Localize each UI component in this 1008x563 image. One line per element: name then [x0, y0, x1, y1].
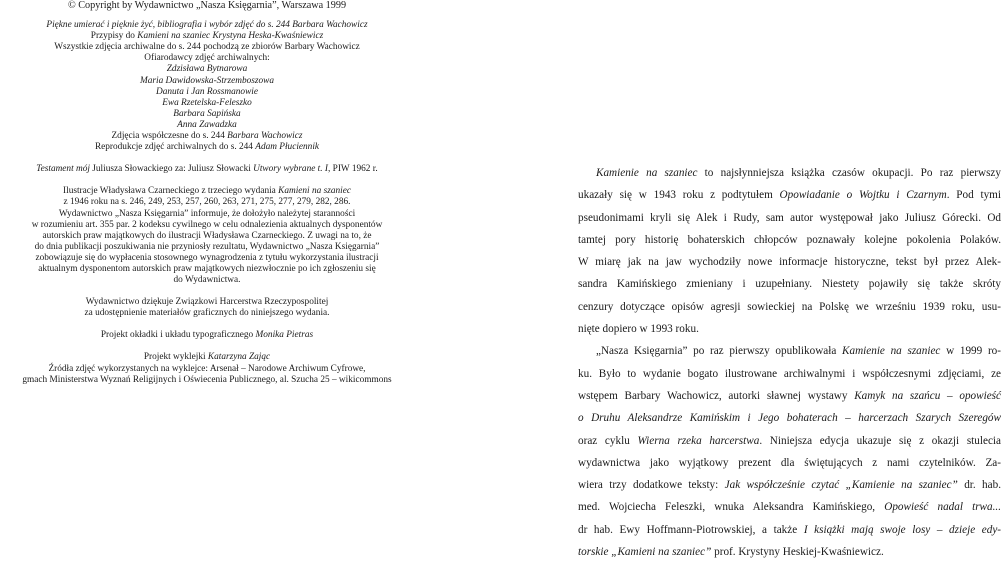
- text-line: [578, 162, 1001, 184]
- text-line: [2, 53, 412, 64]
- text-line: [578, 207, 1001, 229]
- italic-text: Katarzyna Zając: [207, 352, 271, 363]
- text-line: [2, 220, 412, 231]
- text-segment: W miarę jak na jaw wychodziły nowe informacje historyczne, tekst był przez Alek-: [578, 256, 1001, 269]
- endpaper-credit: [2, 352, 412, 385]
- italic-text: Kamyk na szańcu – opowieść: [854, 389, 1001, 402]
- copyright-line: © Copyright by Wydawnictwo „Nasza Księgarnia”, Warszawa 1999: [67, 0, 347, 11]
- text-segment: , PIW 1962 r.: [328, 164, 378, 175]
- italic-text: Barbara Wachowicz: [227, 131, 303, 142]
- text-segment: Projekt okładki i układu typograficznego: [100, 330, 256, 341]
- text-line: [2, 98, 412, 109]
- text-line: [2, 375, 412, 386]
- text-line: [578, 184, 1001, 206]
- text-line: [2, 109, 412, 120]
- text-segment: nięte dopiero w 1993 roku.: [578, 323, 699, 336]
- text-segment: dr. hab.: [957, 479, 1002, 492]
- text-line: [578, 229, 1001, 251]
- text-line: [2, 197, 412, 208]
- text-segment: aktualnym dysponentom autorskich praw majątkowych niezwłocznie po ich zgłoszeniu się: [38, 263, 376, 274]
- text-segment: Ilustracje Władysława Czarneckiego z trzeciego wydania: [63, 186, 279, 197]
- text-line: [578, 496, 1001, 518]
- italic-text: Adam Płuciennik: [255, 142, 320, 153]
- text-line: [2, 242, 412, 253]
- text-line: [578, 273, 1001, 295]
- text-segment: wydawnictwa jako wyjątkowy prezent dla świętujących z nami czytelników. Za-: [578, 456, 1001, 469]
- italic-text: Barbara Sapińska: [173, 108, 241, 119]
- text-segment: oraz cyklu: [578, 434, 638, 447]
- testament-note: [2, 164, 412, 175]
- text-segment: Wydawnictwo dziękuje Związkowi Harcerstwa Rzeczypospolitej: [85, 297, 329, 308]
- text-segment: gmach Ministerstwa Wyznań Religijnych i Oświecenia Publicznego, al. Szucha 25 – wikicommons: [22, 374, 392, 385]
- text-segment: za udostępnienie materiałów graficznych do niniejszego wydania.: [84, 308, 330, 319]
- text-segment: prof. Krystyny Heskiej-Kwaśniewicz.: [711, 546, 884, 559]
- italic-text: Kamieni na szaniec: [278, 186, 351, 197]
- text-segment: do Wydawnictwa.: [173, 275, 241, 286]
- text-line: [578, 519, 1001, 541]
- text-segment: tamtej pory historię bohaterskich chłopców poznawały kolejne pokolenia Polaków.: [578, 233, 1001, 246]
- text-segment: Projekt wyklejki: [143, 352, 208, 363]
- text-segment: Źródła zdjęć wykorzystanych na wyklejce: Arsenał – Narodowe Archiwum Cyfrowe,: [48, 363, 366, 374]
- text-line: [2, 264, 412, 275]
- paragraph: [578, 340, 1001, 563]
- text-segment: w rozumieniu art. 355 par. 2 kodeksu cywilnego w celu odnalezienia aktualnych dysponentów: [31, 219, 383, 230]
- text-line: [2, 142, 412, 153]
- text-segment: Zdjęcia współczesne do s. 244: [111, 131, 228, 142]
- text-line: [2, 253, 412, 264]
- text-segment: . Niniejsza edycja ukazuje się z okazji stulecia: [759, 434, 1001, 447]
- text-segment: Wszystkie zdjęcia archiwalne do s. 244 pochodzą ze zbiorów Barbary Wachowicz: [54, 42, 360, 53]
- text-line: [578, 296, 1001, 318]
- italic-text: Barbara Wachowicz: [292, 20, 368, 31]
- cover-credit: [2, 330, 412, 341]
- text-line: [578, 474, 1001, 496]
- imprint-page: [2, 0, 412, 386]
- text-line: [578, 251, 1001, 273]
- italic-text: Krystyna Heska-Kwaśniewicz: [212, 31, 324, 42]
- text-segment: Wydawnictwo „Nasza Księgarnia” informuje, że dołożyło należytej staranności: [58, 208, 356, 219]
- text-line: [2, 42, 412, 53]
- illustrations-note: [2, 186, 412, 286]
- text-line: [578, 385, 1001, 407]
- text-segment: Przypisy do: [90, 31, 138, 42]
- italic-text: Opowieść nadal trwa...: [884, 501, 1001, 514]
- text-segment: wiera trzy dodatkowe teksty:: [578, 479, 725, 492]
- italic-text: Ewa Rzetelska-Feleszko: [162, 97, 252, 108]
- text-segment: do dnia publikacji poszukiwania nie przyniosły rezultatu, Wydawnictwo „Nasza Księgarnia”: [34, 241, 380, 252]
- text-line: [578, 452, 1001, 474]
- italic-text: torskie „Kamieni na szaniec”: [578, 546, 712, 559]
- thanks-note: [2, 297, 412, 319]
- text-segment: cenzury dotyczące opisów agresji sowieckiej na Polskę we wrześniu 1939 roku, usu-: [578, 300, 1001, 313]
- text-line: [578, 318, 1001, 340]
- text-segment: Reprodukcje zdjęć archiwalnych do s. 244: [94, 142, 256, 153]
- text-line: [2, 231, 412, 242]
- text-line: [578, 363, 1001, 385]
- text-segment: med. Wojciecha Feleszki, wnuka Aleksandra Kamińskiego,: [578, 501, 885, 514]
- italic-text: Utwory wybrane t. I: [253, 164, 329, 175]
- text-segment: zobowiązuje się do wypłacenia stosownego wynagrodzenia z tytułu wykorzystania ilustracji: [35, 252, 379, 263]
- text-line: [2, 120, 412, 131]
- text-segment: to najsłynniejsza książka czasów okupacji. Po raz pierwszy: [697, 167, 1001, 179]
- text-line: [2, 76, 412, 87]
- text-line: [2, 87, 412, 98]
- text-segment: ku. Było to wydanie bogato ilustrowane archiwalnymi i współczesnymi zdjęciami, ze: [578, 367, 1001, 380]
- text-segment: Ofiarodawcy zdjęć archiwalnych:: [144, 53, 270, 64]
- text-line: [2, 164, 412, 175]
- text-segment: sandra Kamińskiego zmieniany i uzupełniany. Niestety pojawiły się także skróty: [578, 278, 1001, 291]
- italic-text: Danuta i Jan Rossmanowie: [155, 86, 258, 97]
- text-line: [2, 31, 412, 42]
- text-line: [578, 541, 1001, 563]
- text-line: [2, 131, 412, 142]
- text-line: [578, 430, 1001, 452]
- italic-text: Testament mój: [36, 164, 90, 175]
- text-line: [578, 407, 1001, 429]
- text-line: [2, 364, 412, 375]
- text-segment: dr hab. Ewy Hoffmann-Piotrowskiej, a także: [578, 523, 804, 536]
- text-segment: wstępem Barbary Wachowicz, autorki sławnej wystawy: [578, 389, 855, 402]
- text-segment: . Pod tymi: [946, 189, 1001, 202]
- italic-text: o Druhu Aleksandrze Kamińskim i Jego bohaterach – harcerzach Szarych Szeregów: [578, 412, 1001, 425]
- italic-text: Kamienie na szaniec: [596, 167, 698, 179]
- introduction-text: [578, 162, 1001, 563]
- text-line: [2, 20, 412, 31]
- text-segment: autorskich praw majątkowych do ilustracji Władysława Czarneckiego. Z uwagi na to, że: [42, 230, 372, 241]
- italic-text: Monika Pietras: [255, 330, 314, 341]
- italic-text: Piękne umierać i pięknie żyć: [46, 20, 153, 31]
- text-line: [578, 340, 1001, 362]
- text-line: [2, 352, 412, 363]
- italic-text: Zdzisława Bytnarowa: [166, 64, 248, 75]
- text-line: [2, 275, 412, 286]
- credits-block: [2, 20, 412, 153]
- paragraph: [578, 162, 1001, 340]
- italic-text: Wierna rzeka harcerstwa: [637, 434, 760, 447]
- italic-text: Anna Zawadzka: [177, 119, 237, 130]
- text-line: [2, 297, 412, 308]
- text-segment: Juliusza Słowackiego za: Juliusz Słowacki: [89, 164, 254, 175]
- italic-text: I książki mają swoje losy – dzieje edy-: [803, 523, 1002, 536]
- text-segment: z 1946 roku na s. 246, 249, 253, 257, 260, 263, 271, 275, 277, 279, 282, 286.: [63, 197, 351, 208]
- text-segment: w 1999 ro-: [940, 345, 1001, 358]
- text-line: [2, 209, 412, 220]
- italic-text: Kamieni na szaniec: [137, 31, 211, 42]
- italic-text: Maria Dawidowska-Strzemboszowa: [139, 75, 275, 86]
- text-line: [2, 308, 412, 319]
- text-line: [2, 330, 412, 341]
- text-segment: „Nasza Księgarnia” po raz pierwszy opublikowała: [596, 345, 843, 358]
- text-segment: ukazały się w 1943 roku z podtytułem: [578, 189, 780, 202]
- italic-text: Jak współcześnie czytać „Kamienie na szaniec”: [724, 479, 958, 492]
- italic-text: Kamienie na szaniec: [842, 345, 941, 358]
- text-line: [2, 64, 412, 75]
- italic-text: Opowiadanie o Wojtku i Czarnym: [779, 189, 947, 202]
- text-line: [2, 186, 412, 197]
- italic-text: , bibliografia i wybór zdjęć do s. 244: [152, 20, 293, 31]
- text-segment: pseudonimami kryli się Alek i Rudy, sam autor występował jako Juliusz Górecki. Od: [578, 211, 1001, 224]
